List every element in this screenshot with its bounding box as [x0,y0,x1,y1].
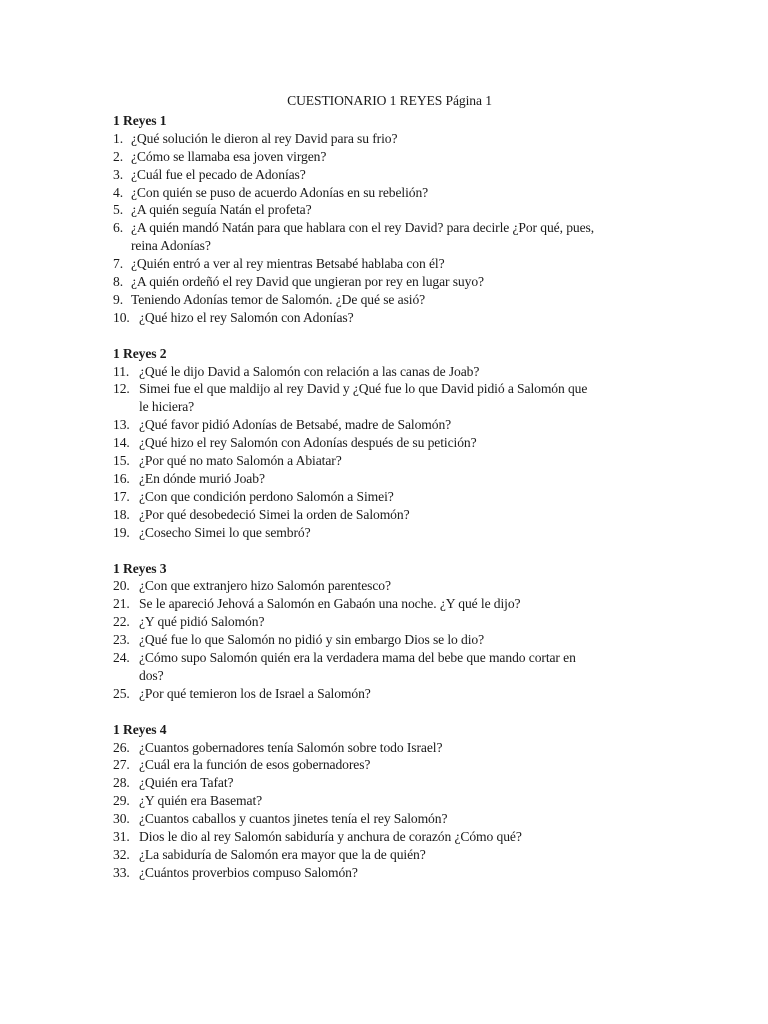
question-item [113,577,658,595]
question-item [113,810,658,828]
question-number: 19. [113,524,130,540]
question-text: ¿Qué hizo el rey Salomón con Adonías? [139,309,354,325]
question-item [113,184,658,202]
question-text-block [139,524,658,542]
question-number: 21. [113,596,130,612]
question-text-continuation: le hiciera? [139,399,195,415]
document-title: CUESTIONARIO 1 REYES Página 1 [287,93,492,108]
question-text-block [139,774,658,792]
question-text: ¿Cuál fue el pecado de Adonías? [131,166,306,182]
question-text-block [131,166,658,184]
question-item [113,130,658,148]
question-text-block [139,739,658,757]
question-text-block [131,291,658,309]
question-text: ¿Por qué desobedeció Simei la orden de Salomón? [139,506,410,522]
question-item [113,613,658,631]
question-text: ¿Con que extranjero hizo Salomón parentesco? [139,578,391,594]
question-text-block [139,577,658,595]
question-text: Dios le dio al rey Salomón sabiduría y anchura de corazón ¿Cómo qué? [139,829,522,845]
question-text: ¿Por qué no mato Salomón a Abiatar? [139,453,342,469]
question-text-block [139,309,658,327]
question-number: 1. [113,130,123,146]
question-number: 12. [113,381,130,397]
question-number: 26. [113,739,130,755]
section-1-reyes-1 [113,112,658,327]
question-number: 9. [113,291,123,307]
question-number: 18. [113,506,130,522]
question-text: ¿A quién seguía Natán el profeta? [131,202,312,218]
question-first-line [113,649,658,667]
question-text: ¿Cuantos gobernadores tenía Salomón sobre todo Israel? [139,739,443,755]
question-text-block [131,255,658,273]
question-item [113,255,658,273]
question-first-line [113,380,658,398]
question-number: 11. [113,363,130,379]
question-text: ¿Cómo supo Salomón quién era la verdadera mama del bebe que mando cortar en [139,650,576,666]
question-item [113,201,658,219]
question-text: ¿Quién era Tafat? [139,775,234,791]
question-text-block [139,756,658,774]
question-item [113,685,658,703]
question-text-block [131,273,658,291]
question-text-block [139,792,658,810]
question-number: 6. [113,220,123,236]
question-number: 5. [113,202,123,218]
question-text-block [139,613,658,631]
question-number: 30. [113,811,130,827]
question-text-block [139,470,658,488]
question-text-block [139,810,658,828]
question-item [113,864,658,882]
question-number: 10. [113,309,130,325]
question-text: ¿Cosecho Simei lo que sembró? [139,524,311,540]
section-heading: 1 Reyes 4 [113,721,167,737]
question-text: ¿Qué fue lo que Salomón no pidió y sin embargo Dios se lo dio? [139,632,485,648]
question-number: 32. [113,847,130,863]
question-text: ¿Con que condición perdono Salomón a Simei? [139,488,394,504]
question-item [113,470,658,488]
section-heading: 1 Reyes 3 [113,560,167,576]
question-text: ¿Cuántos proverbios compuso Salomón? [139,864,358,880]
question-item [113,488,658,506]
question-text: ¿En dónde murió Joab? [139,471,265,487]
question-number: 22. [113,614,130,630]
question-item [113,595,658,613]
question-text: ¿A quién ordeñó el rey David que ungieran por rey en lugar suyo? [131,274,484,290]
question-text-block [131,184,658,202]
question-number: 33. [113,864,130,880]
question-number: 2. [113,148,123,164]
question-first-line [113,219,658,237]
question-text: ¿Cómo se llamaba esa joven virgen? [131,148,327,164]
question-text: ¿Cuál era la función de esos gobernadores? [139,757,371,773]
question-text: ¿Por qué temieron los de Israel a Salomón? [139,685,371,701]
question-number: 16. [113,471,130,487]
sections-container [113,112,658,882]
question-item [113,739,658,757]
question-number: 29. [113,793,130,809]
question-item [113,756,658,774]
question-item [113,649,658,685]
question-text: Teniendo Adonías temor de Salomón. ¿De qué se asió? [131,291,426,307]
section-1-reyes-3 [113,560,658,703]
question-text-block [139,363,658,381]
question-text-continuation: dos? [139,667,164,683]
question-text-block [139,685,658,703]
question-text: ¿Qué hizo el rey Salomón con Adonías después de su petición? [139,435,477,451]
question-item [113,148,658,166]
question-item [113,309,658,327]
question-text-block [131,148,658,166]
question-number: 17. [113,488,130,504]
question-text-block [139,846,658,864]
question-text-block [139,452,658,470]
question-text-block [139,506,658,524]
question-text: ¿Qué favor pidió Adonías de Betsabé, madre de Salomón? [139,417,452,433]
section-heading: 1 Reyes 2 [113,345,167,361]
question-text: ¿Y qué pidió Salomón? [139,614,265,630]
question-text: Simei fue el que maldijo al rey David y ¿Qué fue lo que David pidió a Salomón que [139,381,588,397]
question-number: 31. [113,829,130,845]
question-item [113,363,658,381]
question-item [113,452,658,470]
question-item [113,434,658,452]
question-number: 4. [113,184,123,200]
question-item [113,846,658,864]
question-text: ¿La sabiduría de Salomón era mayor que la de quién? [139,847,426,863]
question-text: ¿A quién mandó Natán para que hablara con el rey David? para decirle ¿Por qué, pues, [131,220,595,236]
question-number: 14. [113,435,130,451]
question-item [113,291,658,309]
question-number: 15. [113,453,130,469]
question-text-continuation: reina Adonías? [131,238,211,254]
question-item [113,792,658,810]
question-number: 13. [113,417,130,433]
question-text-block [139,488,658,506]
question-number: 8. [113,274,123,290]
question-item [113,524,658,542]
question-number: 24. [113,650,130,666]
document-page [113,92,658,900]
question-text-block [139,595,658,613]
question-item [113,380,658,416]
question-item [113,506,658,524]
question-text: Se le apareció Jehová a Salomón en Gabaón una noche. ¿Y qué le dijo? [139,596,521,612]
question-number: 7. [113,256,123,272]
question-text: ¿Cuantos caballos y cuantos jinetes tenía el rey Salomón? [139,811,448,827]
question-item [113,273,658,291]
question-number: 23. [113,632,130,648]
question-item [113,774,658,792]
question-item [113,828,658,846]
question-text-block [139,416,658,434]
section-1-reyes-2 [113,345,658,542]
question-item [113,166,658,184]
question-text-block [131,130,658,148]
question-text-block [139,864,658,882]
question-number: 28. [113,775,130,791]
section-heading: 1 Reyes 1 [113,112,167,128]
question-item [113,416,658,434]
question-number: 27. [113,757,130,773]
question-text: ¿Con quién se puso de acuerdo Adonías en su rebelión? [131,184,429,200]
question-number: 25. [113,685,130,701]
question-text-block [139,631,658,649]
question-text: ¿Qué le dijo David a Salomón con relación a las canas de Joab? [139,363,480,379]
question-item [113,219,658,255]
section-1-reyes-4 [113,721,658,882]
question-number: 3. [113,166,123,182]
question-text: ¿Y quién era Basemat? [139,793,263,809]
question-text-block [139,828,658,846]
question-number: 20. [113,578,130,594]
question-text-block [139,434,658,452]
question-item [113,631,658,649]
question-text: ¿Quién entró a ver al rey mientras Betsabé hablaba con él? [131,256,445,272]
question-text-block [131,201,658,219]
question-text: ¿Qué solución le dieron al rey David para su frio? [131,130,398,146]
